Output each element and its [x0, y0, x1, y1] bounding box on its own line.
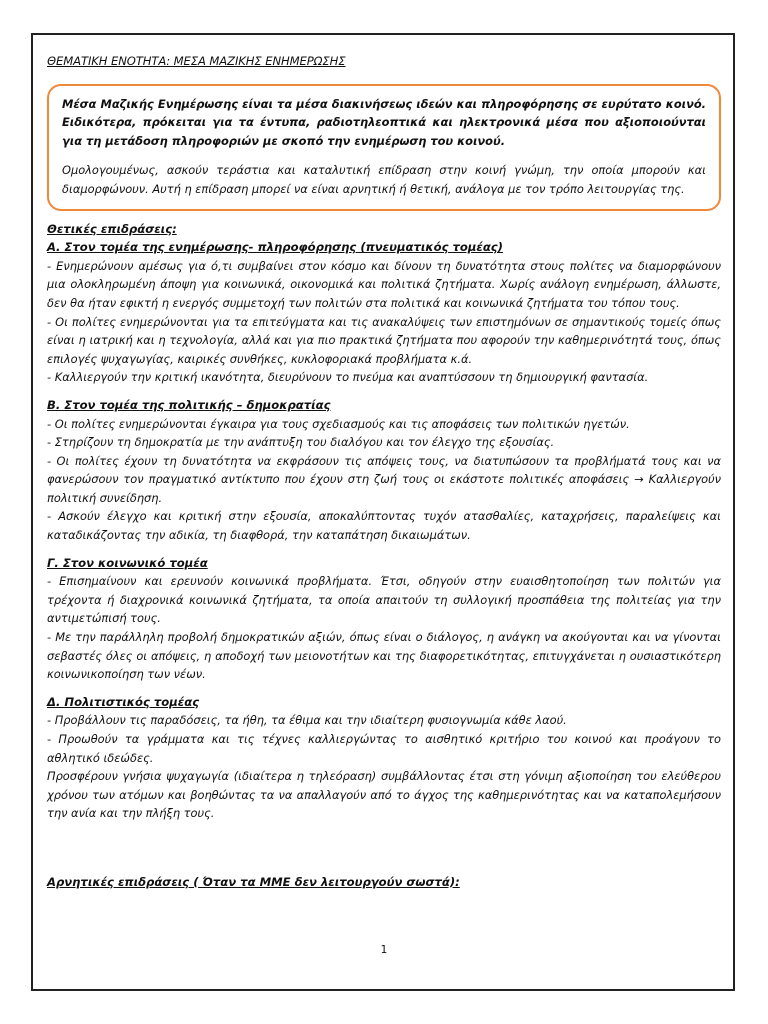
section-c-paragraph: - Με την παράλληλη προβολή δημοκρατικών αξιών, όπως είναι ο διάλογος, η ανάγκη να ακούγονται και να γίνονται σεβαστές όλες οι απόψεις, η αποδοχή των μειονοτήτων και της διαφορετικότητας, επιτυγχάνεται η ουσιαστικότερη κοινωνικοποίηση των νέων. — [47, 630, 721, 682]
section-heading-c: Γ. Στον κοινωνικό τομέα — [47, 555, 208, 570]
negative-effects-heading: Αρνητικές επιδράσεις ( Όταν τα ΜΜΕ δεν λειτουργούν σωστά): — [47, 874, 460, 889]
section-d-paragraph: - Προβάλλουν τις παραδόσεις, τα ήθη, τα έθιμα και την ιδιαίτερη φυσιογνωμία κάθε λαού. — [47, 713, 567, 728]
section-heading-d: Δ. Πολιτιστικός τομέας — [47, 694, 200, 709]
intro-callout-box — [47, 84, 721, 211]
section-b-paragraph: - Οι πολίτες έχουν τη δυνατότητα να εκφράσουν τις απόψεις τους, να διατυπώσουν τα προβλήματά τους και να φανερώσουν τον πραγματικό αντίκτυπο που έχουν στη ζωή τους οι εκάστοτε πολιτικές αποφάσεις → Καλλιεργούν πολιτική συνείδηση. — [47, 453, 721, 505]
section-heading-b: Β. Στον τομέα της πολιτικής – δημοκρατίας — [47, 397, 331, 412]
section-a-paragraph: - Οι πολίτες ενημερώνονται για τα επιτεύγματα και τις ανακαλύψεις των επιστημόνων σε σημαντικούς τομείς όπως είναι η ιατρική και η τεχνολογία, αλλά και για πιο πρακτικά ζητήματα που αφορούν την καθημερινότητά τους, όπως επιλογές ψυχαγωγίας, καιρικές συνθήκες, κυκλοφοριακά προβλήματα κ.ά. — [47, 314, 721, 366]
intro-definition: Μέσα Μαζικής Ενημέρωσης είναι τα μέσα διακινήσεως ιδεών και πληροφόρησης σε ευρύτατο κοινό. Ειδικότερα, πρόκειται για τα έντυπα, ραδιοτηλεοπτικά και ηλεκτρονικά μέσα που αξιοποιούνται για τη μετάδοση πληροφοριών με σκοπό την ενημέρωση του κοινού. — [62, 96, 706, 148]
section-heading-a: Α. Στον τομέα της ενημέρωσης- πληροφόρησης (πνευματικός τομέας) — [47, 240, 503, 255]
section-c-paragraph: - Επισημαίνουν και ερευνούν κοινωνικά προβλήματα. Έτσι, οδηγούν στην ευαισθητοποίηση των πολιτών για τρέχοντα ή διαχρονικά κοινωνικά ζητήματα, τα οποία απαιτούν τη συλλογική προσπάθεια της πολιτείας για την αντιμετώπισή τους. — [47, 574, 721, 626]
section-b-paragraph: - Οι πολίτες ενημερώνονται έγκαιρα για τους σχεδιασμούς και τις αποφάσεις των πολιτικών ηγετών. — [47, 416, 630, 431]
document-title: ΘΕΜΑΤΙΚΗ ΕΝΟΤΗΤΑ: ΜΕΣΑ ΜΑΖΙΚΗΣ ΕΝΗΜΕΡΩΣΗΣ — [47, 54, 346, 68]
page-number: 1 — [380, 944, 388, 956]
section-b-paragraph: - Ασκούν έλεγχο και κριτική στην εξουσία, αποκαλύπτοντας τυχόν ατασθαλίες, καταχρήσεις, παραλείψεις και καταδικάζοντας την αδικία, τη διαφθορά, την καταπάτηση δικαιωμάτων. — [47, 509, 721, 543]
section-b-paragraph: - Στηρίζουν τη δημοκρατία με την ανάπτυξη του διαλόγου και τον έλεγχο της εξουσίας. — [47, 435, 555, 450]
document-content — [47, 52, 721, 892]
intro-influence-text: Ομολογουμένως, ασκούν τεράστια και καταλυτική επίδραση στην κοινή γνώμη, την οποία μπορούν και διαμορφώνουν. Αυτή η επίδραση μπορεί να είναι αρνητική ή θετική, ανάλογα με τον τρόπο λειτουργίας της. — [62, 163, 706, 196]
section-a-paragraph: - Ενημερώνουν αμέσως για ό,τι συμβαίνει στον κόσμο και δίνουν τη δυνατότητα στους πολίτες να διαμορφώνουν μια ολοκληρωμένη άποψη για κοινωνικά, οικονομικά και πολιτικά ζητήματα. Χωρίς ανάλογη ενημέρωση, άλλωστε, δεν θα ήταν εφικτή η ενεργός συμμετοχή των πολιτών στα πολιτικά και κοινωνικά ζητήματα του τόπου τους. — [47, 258, 721, 310]
positive-effects-heading: Θετικές επιδράσεις: — [47, 221, 177, 236]
section-d-paragraph: Προσφέρουν γνήσια ψυχαγωγία (ιδιαίτερα η τηλεόραση) συμβάλλοντας έτσι στη γόνιμη αξιοποίηση του ελεύθερου χρόνου των ατόμων και βοηθώντας τα να απαλλαγούν από το άγχος της καθημερινότητας και να καταπολεμήσουν την ανία και την πλήξη τους. — [47, 769, 721, 821]
section-d-paragraph: - Προωθούν τα γράμματα και τις τέχνες καλλιεργώντας το αισθητικό κριτήριο του κοινού και προάγουν το αθλητικό ιδεώδες. — [47, 732, 721, 765]
section-a-paragraph: - Καλλιεργούν την κριτική ικανότητα, διευρύνουν το πνεύμα και αναπτύσσουν τη δημιουργική φαντασία. — [47, 370, 649, 385]
